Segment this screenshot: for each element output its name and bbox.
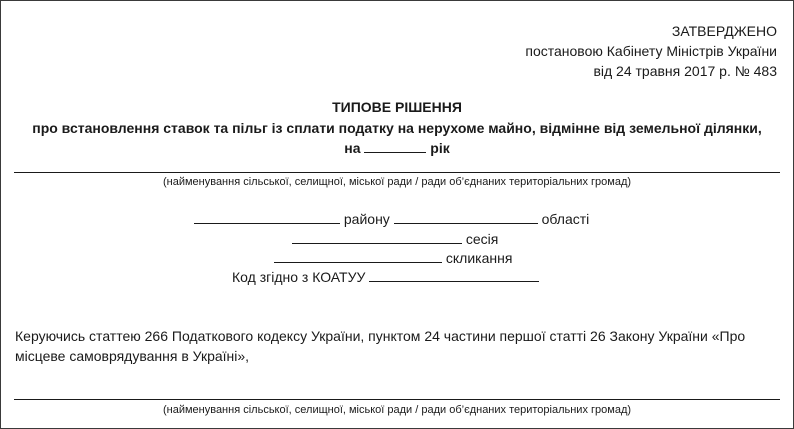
bottom-council-name-line xyxy=(14,399,780,400)
koatuu-row xyxy=(232,268,539,287)
council-name-line xyxy=(14,172,780,173)
bottom-council-name-caption: (найменування сільської, селищної, міської ради / ради об’єднаних територіальних громад) xyxy=(162,404,632,416)
convocation-blank xyxy=(274,249,442,263)
koatuu-label: Код згідно з КОАТУУ xyxy=(232,269,366,285)
session-row xyxy=(292,230,498,249)
district-blank xyxy=(194,210,340,224)
convocation-row xyxy=(274,249,512,268)
region-blank xyxy=(394,210,538,224)
convocation-label: скликання xyxy=(445,250,513,266)
koatuu-blank xyxy=(369,268,539,282)
district-region-row xyxy=(194,210,589,229)
document-title: ТИПОВЕ РІШЕННЯ xyxy=(332,99,462,115)
session-label: сесія xyxy=(465,231,499,247)
year-blank xyxy=(364,140,426,153)
subtitle-text: про встановлення ставок та пільг із сплати податку на нерухоме майно, відмінне від земельної ділянки, на xyxy=(32,120,762,156)
district-label: району xyxy=(343,211,390,227)
approval-status: ЗАТВЕРДЖЕНО xyxy=(671,23,777,39)
region-label: області xyxy=(541,211,590,227)
session-blank xyxy=(292,230,462,244)
document-subtitle xyxy=(31,118,763,158)
council-name-caption: (найменування сільської, селищної, міської ради / ради об’єднаних територіальних громад) xyxy=(162,176,632,188)
approval-date-number: від 24 травня 2017 р. № 483 xyxy=(593,63,777,79)
approval-authority: постановою Кабінету Міністрів України xyxy=(525,43,777,59)
preamble-text: Керуючись статтею 266 Податкового кодексу України, пунктом 24 частини першої статті 26 Закону України «Про місцеве самоврядування в Україні», xyxy=(15,328,746,364)
subtitle-year-word: рік xyxy=(430,140,450,156)
approval-stamp xyxy=(525,21,777,81)
